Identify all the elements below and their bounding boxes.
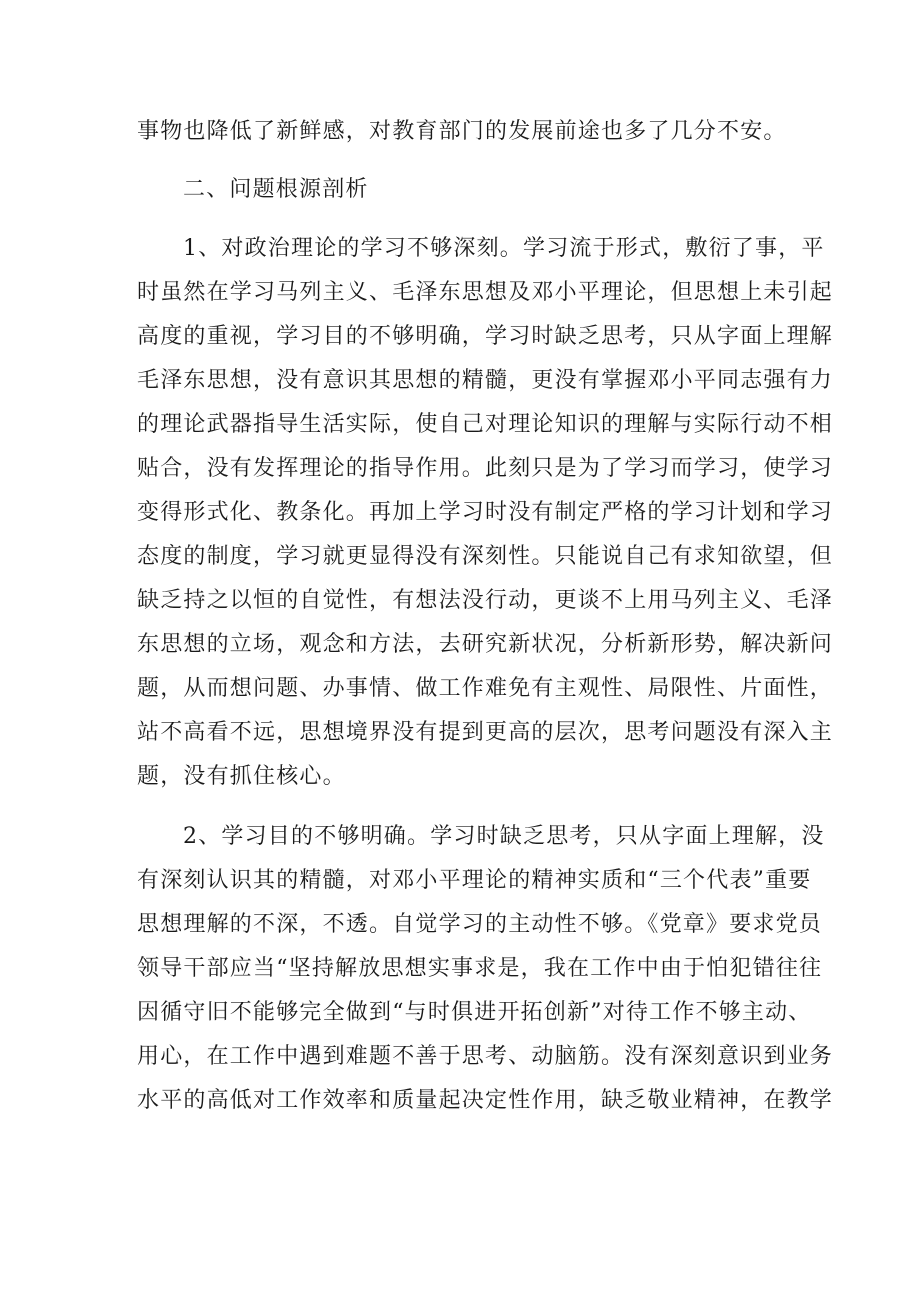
paragraph1-line: 变得形式化、教条化。再加上学习时没有制定严格的学习计划和学习: [137, 500, 834, 525]
paragraph2-line: 领导干部应当“坚持解放思想实事求是，我在工作中由于怕犯错往往: [137, 956, 823, 981]
paragraph1-line: 态度的制度，学习就更显得没有深刻性。只能说自己有求知欲望，但: [137, 544, 834, 569]
paragraph2-line: 思想理解的不深，不透。自觉学习的主动性不够。《党章》要求党员: [137, 912, 823, 937]
paragraph2-line: 因循守旧不能够完全做到“与时俱进开拓创新”对待工作不够主动、: [137, 1000, 812, 1025]
paragraph2-line: 用心，在工作中遇到难题不善于思考、动脑筋。没有深刻意识到业务: [137, 1044, 834, 1069]
paragraph1-line: 高度的重视，学习目的不够明确，学习时缺乏思考，只从字面上理解: [137, 324, 834, 349]
paragraph1-line: 毛泽东思想，没有意识其思想的精髓，更没有掌握邓小平同志强有力: [137, 368, 834, 393]
paragraph2-line: 水平的高低对工作效率和质量起决定性作用，缺乏敬业精神，在教学: [137, 1088, 834, 1113]
paragraph1-line: 缺乏持之以恒的自觉性，有想法没行动，更谈不上用马列主义、毛泽: [137, 588, 834, 613]
intro-line: 事物也降低了新鲜感，对教育部门的发展前途也多了几分不安。: [137, 119, 787, 144]
paragraph1-line: 1、对政治理论的学习不够深刻。学习流于形式，敷衍了事，平: [183, 236, 825, 261]
paragraph2-line: 有深刻认识其的精髓，对邓小平理论的精神实质和“三个代表”重要: [137, 868, 812, 893]
paragraph1-line: 题，没有抓住核心。: [137, 764, 346, 789]
paragraph1-line: 题，从而想问题、办事情、做工作难免有主观性、局限性、片面性，: [137, 676, 834, 701]
paragraph1-line: 的理论武器指导生活实际，使自己对理论知识的理解与实际行动不相: [137, 412, 834, 437]
paragraph1-line: 时虽然在学习马列主义、毛泽东思想及邓小平理论，但思想上未引起: [137, 280, 834, 305]
paragraph2-line: 2、学习目的不够明确。学习时缺乏思考，只从字面上理解，没: [183, 824, 825, 849]
section-heading: 二、问题根源剖析: [183, 177, 369, 202]
paragraph1-line: 贴合，没有发挥理论的指导作用。此刻只是为了学习而学习，使学习: [137, 456, 834, 481]
paragraph1-line: 东思想的立场，观念和方法，去研究新状况，分析新形势，解决新问: [137, 632, 834, 657]
paragraph1-line: 站不高看不远，思想境界没有提到更高的层次，思考问题没有深入主: [137, 720, 834, 745]
